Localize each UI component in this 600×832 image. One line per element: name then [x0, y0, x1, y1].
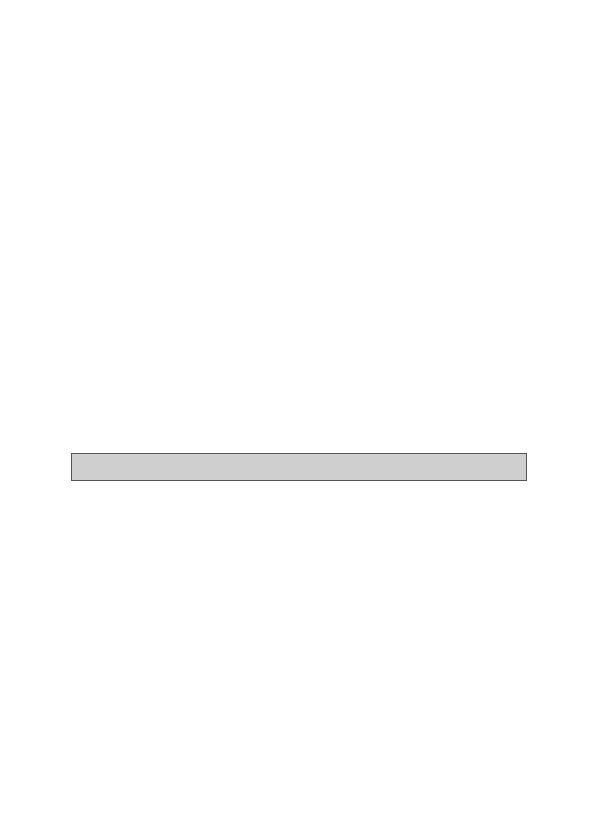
online-chapters-notice: [71, 453, 527, 481]
